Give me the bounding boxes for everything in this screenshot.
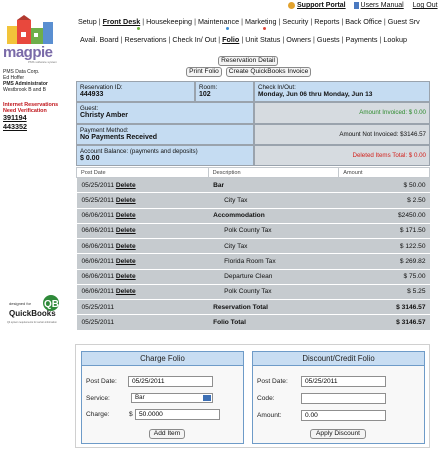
row-description: Polk County Tax	[208, 223, 339, 238]
row-description: Bar	[208, 178, 339, 193]
discount-folio-panel	[252, 351, 425, 444]
row-description: Folio Total	[208, 315, 339, 330]
code-label: Code:	[257, 395, 275, 402]
svg-text:QB: QB	[44, 299, 59, 310]
row-date: 05/25/2011	[81, 303, 115, 311]
row-description: Reservation Total	[208, 300, 339, 315]
col-post-date: Post Date	[77, 168, 209, 178]
submenu-unit-status[interactable]: Unit Status	[245, 35, 281, 44]
guest-value: Christy Amber	[80, 112, 128, 119]
pending-reservation-link[interactable]: 391194	[3, 113, 27, 122]
row-date: 06/06/2011	[81, 242, 115, 250]
menu-indicator-icon	[263, 27, 266, 30]
charge-folio-title: Charge Folio	[82, 352, 243, 366]
user-role: PMS Administrator	[3, 81, 48, 87]
row-date: 06/06/2011	[81, 257, 115, 265]
service-label: Service:	[86, 395, 110, 402]
charge-post-date-label: Post Date:	[86, 378, 117, 385]
menu-back-office[interactable]: Back Office	[345, 17, 382, 26]
qb-name: QuickBooks	[9, 309, 56, 318]
guest-cell	[76, 102, 254, 124]
row-post-date	[77, 269, 209, 284]
submenu-payments[interactable]: Payments	[345, 35, 378, 44]
deleted-items-total: Deleted Items Total: $ 0.00	[254, 145, 430, 166]
folio-rows	[77, 178, 430, 331]
delete-link[interactable]: Delete	[115, 196, 136, 204]
row-amount: $ 50.00	[339, 178, 430, 193]
create-quickbooks-invoice-button[interactable]: Create QuickBooks Invoice	[226, 67, 311, 77]
col-amount: Amount	[339, 168, 430, 178]
row-post-date	[77, 284, 209, 299]
reservation-id-value: 444933	[80, 91, 104, 98]
folio-table	[76, 167, 430, 330]
print-folio-button[interactable]: Print Folio	[186, 67, 222, 77]
submenu-owners[interactable]: Owners	[286, 35, 311, 44]
table-header-row	[77, 168, 430, 178]
menu-indicator-icon	[226, 27, 229, 30]
account-balance-value: $ 0.00	[80, 155, 100, 162]
row-post-date	[77, 239, 209, 254]
charge-post-date-input[interactable]	[128, 376, 213, 387]
warning-line-1: Internet Reservations	[3, 102, 59, 108]
sub-menu: Avail. Board | Reservations | Check In/ Out | Folio | Unit Status | Owners | Guests | Payments | Lookup	[80, 35, 407, 44]
submenu-lookup[interactable]: Lookup	[383, 35, 407, 44]
table-row	[77, 208, 430, 223]
row-amount: $ 5.25	[339, 284, 430, 299]
row-amount: $ 269.82	[339, 254, 430, 269]
account-info	[3, 69, 48, 93]
submenu-avail-board[interactable]: Avail. Board	[80, 35, 119, 44]
discount-post-date-input[interactable]	[301, 376, 386, 387]
charge-label: Charge:	[86, 411, 110, 418]
row-amount: $2450.00	[339, 208, 430, 223]
row-post-date	[77, 254, 209, 269]
row-amount: $ 75.00	[339, 269, 430, 284]
payment-method-value: No Payments Received	[80, 134, 158, 141]
main-menu: Setup | Front Desk | Housekeeping | Maintenance | Marketing | Security | Reports | Back Office | Guest Srv	[78, 17, 420, 26]
menu-indicator-icon	[137, 27, 140, 30]
currency-symbol: $	[129, 411, 133, 418]
row-description: Florida Room Tax	[208, 254, 339, 269]
row-post-date	[77, 178, 209, 193]
reservation-detail-button[interactable]: Reservation Detail	[218, 56, 278, 66]
reservation-id-cell	[76, 81, 195, 102]
discount-amount-input[interactable]	[301, 410, 386, 421]
service-select[interactable]	[131, 393, 213, 403]
table-row	[77, 315, 430, 330]
account-balance-cell	[76, 145, 254, 166]
menu-marketing[interactable]: Marketing	[244, 17, 277, 26]
row-date: 05/25/2011	[81, 319, 115, 327]
property-name: Westbrook B and B	[3, 87, 46, 93]
magpie-logo-text: magpie	[3, 44, 53, 61]
top-links	[288, 2, 438, 9]
discount-post-date-label: Post Date:	[257, 378, 288, 385]
row-date: 05/25/2011	[81, 196, 115, 204]
user-name: Ed Hoffer	[3, 75, 25, 81]
row-date: 06/06/2011	[81, 273, 115, 281]
reservation-id-label: Reservation ID:	[80, 84, 123, 91]
company-name: PMS Data Corp.	[3, 69, 40, 75]
check-in-out-cell	[254, 81, 430, 102]
delete-link[interactable]: Delete	[115, 288, 136, 296]
manual-icon	[354, 2, 359, 9]
check-in-out-value: Monday, Jun 06 thru Monday, Jun 13	[258, 91, 373, 98]
charge-amount-input[interactable]	[135, 409, 220, 420]
delete-link[interactable]: Delete	[115, 273, 136, 281]
guest-label: Guest:	[80, 105, 99, 112]
amount-not-invoiced: Amount Not Invoiced: $3146.57	[254, 124, 430, 145]
row-description: Departure Clean	[208, 269, 339, 284]
amount-invoiced: Amount Invoiced: $ 0.00	[254, 102, 430, 124]
row-description: Accommodation	[208, 208, 339, 223]
menu-maintenance[interactable]: Maintenance	[197, 17, 240, 26]
qb-fineprint: Qb system requirements for certain information	[7, 321, 57, 324]
delete-link[interactable]: Delete	[115, 242, 136, 250]
check-in-out-label: Check In/Out:	[258, 84, 296, 91]
payment-method-cell	[76, 124, 254, 145]
delete-link[interactable]: Delete	[115, 227, 136, 235]
room-label: Room:	[199, 84, 218, 91]
submenu-reservations[interactable]: Reservations	[124, 35, 167, 44]
menu-front-desk[interactable]: Front Desk	[102, 17, 141, 26]
submenu-folio[interactable]: Folio	[222, 35, 240, 44]
table-row	[77, 254, 430, 269]
delete-link[interactable]: Delete	[115, 181, 136, 189]
discount-folio-title: Discount/Credit Folio	[253, 352, 424, 366]
apply-discount-button[interactable]: Apply Discount	[310, 429, 366, 439]
delete-link[interactable]: Delete	[115, 257, 136, 265]
quickbooks-badge	[7, 294, 65, 326]
submenu-guests[interactable]: Guests	[316, 35, 340, 44]
room-cell	[195, 81, 254, 102]
row-amount: $ 122.50	[339, 239, 430, 254]
discount-amount-label: Amount:	[257, 412, 282, 419]
folio-forms	[75, 344, 430, 448]
chevron-down-icon	[203, 395, 211, 401]
row-date: 06/06/2011	[81, 212, 115, 220]
pending-reservation-link[interactable]: 443352	[3, 122, 27, 131]
table-row	[77, 193, 430, 208]
support-portal-icon	[288, 2, 295, 9]
row-description: City Tax	[208, 239, 339, 254]
table-row	[77, 239, 430, 254]
table-row	[77, 223, 430, 238]
service-selected: Bar	[135, 394, 145, 401]
row-amount: $ 2.50	[339, 193, 430, 208]
menu-housekeeping[interactable]: Housekeeping	[146, 17, 193, 26]
row-post-date	[77, 208, 209, 223]
charge-folio-panel	[81, 351, 244, 444]
menu-reports[interactable]: Reports	[314, 17, 340, 26]
discount-code-input[interactable]	[301, 393, 386, 404]
row-amount: $ 3146.57	[339, 300, 430, 315]
log-out-link[interactable]: Log Out	[412, 2, 438, 9]
add-item-button[interactable]: Add Item	[149, 429, 185, 439]
table-row	[77, 284, 430, 299]
row-amount: $ 3146.57	[339, 315, 430, 330]
room-value: 102	[199, 91, 211, 98]
menu-security[interactable]: Security	[282, 17, 309, 26]
menu-guest-srv[interactable]: Guest Srv	[387, 17, 420, 26]
row-description: Polk County Tax	[208, 284, 339, 299]
users-manual-link[interactable]: Users Manual	[360, 2, 404, 9]
table-row	[77, 269, 430, 284]
row-post-date	[77, 223, 209, 238]
payment-method-label: Payment Method:	[80, 127, 129, 134]
row-amount: $ 171.50	[339, 223, 430, 238]
row-post-date	[77, 193, 209, 208]
account-balance-label: Account Balance: (payments and deposits)	[80, 148, 198, 155]
row-post-date	[77, 315, 209, 330]
delete-link[interactable]: Delete	[115, 212, 136, 220]
warning-line-2: Need Verification	[3, 108, 47, 114]
submenu-check-in-out[interactable]: Check In/ Out	[172, 35, 217, 44]
logo-tagline: PMS software system	[28, 60, 58, 64]
row-description: City Tax	[208, 193, 339, 208]
table-row	[77, 300, 430, 315]
col-description: Description	[208, 168, 339, 178]
row-date: 05/25/2011	[81, 181, 115, 189]
qb-designed-for: designed for	[9, 301, 32, 306]
row-date: 06/06/2011	[81, 227, 115, 235]
menu-setup[interactable]: Setup	[78, 17, 97, 26]
table-row	[77, 178, 430, 193]
support-portal-link[interactable]: Support Portal	[297, 2, 346, 9]
row-date: 06/06/2011	[81, 288, 115, 296]
row-post-date	[77, 300, 209, 315]
